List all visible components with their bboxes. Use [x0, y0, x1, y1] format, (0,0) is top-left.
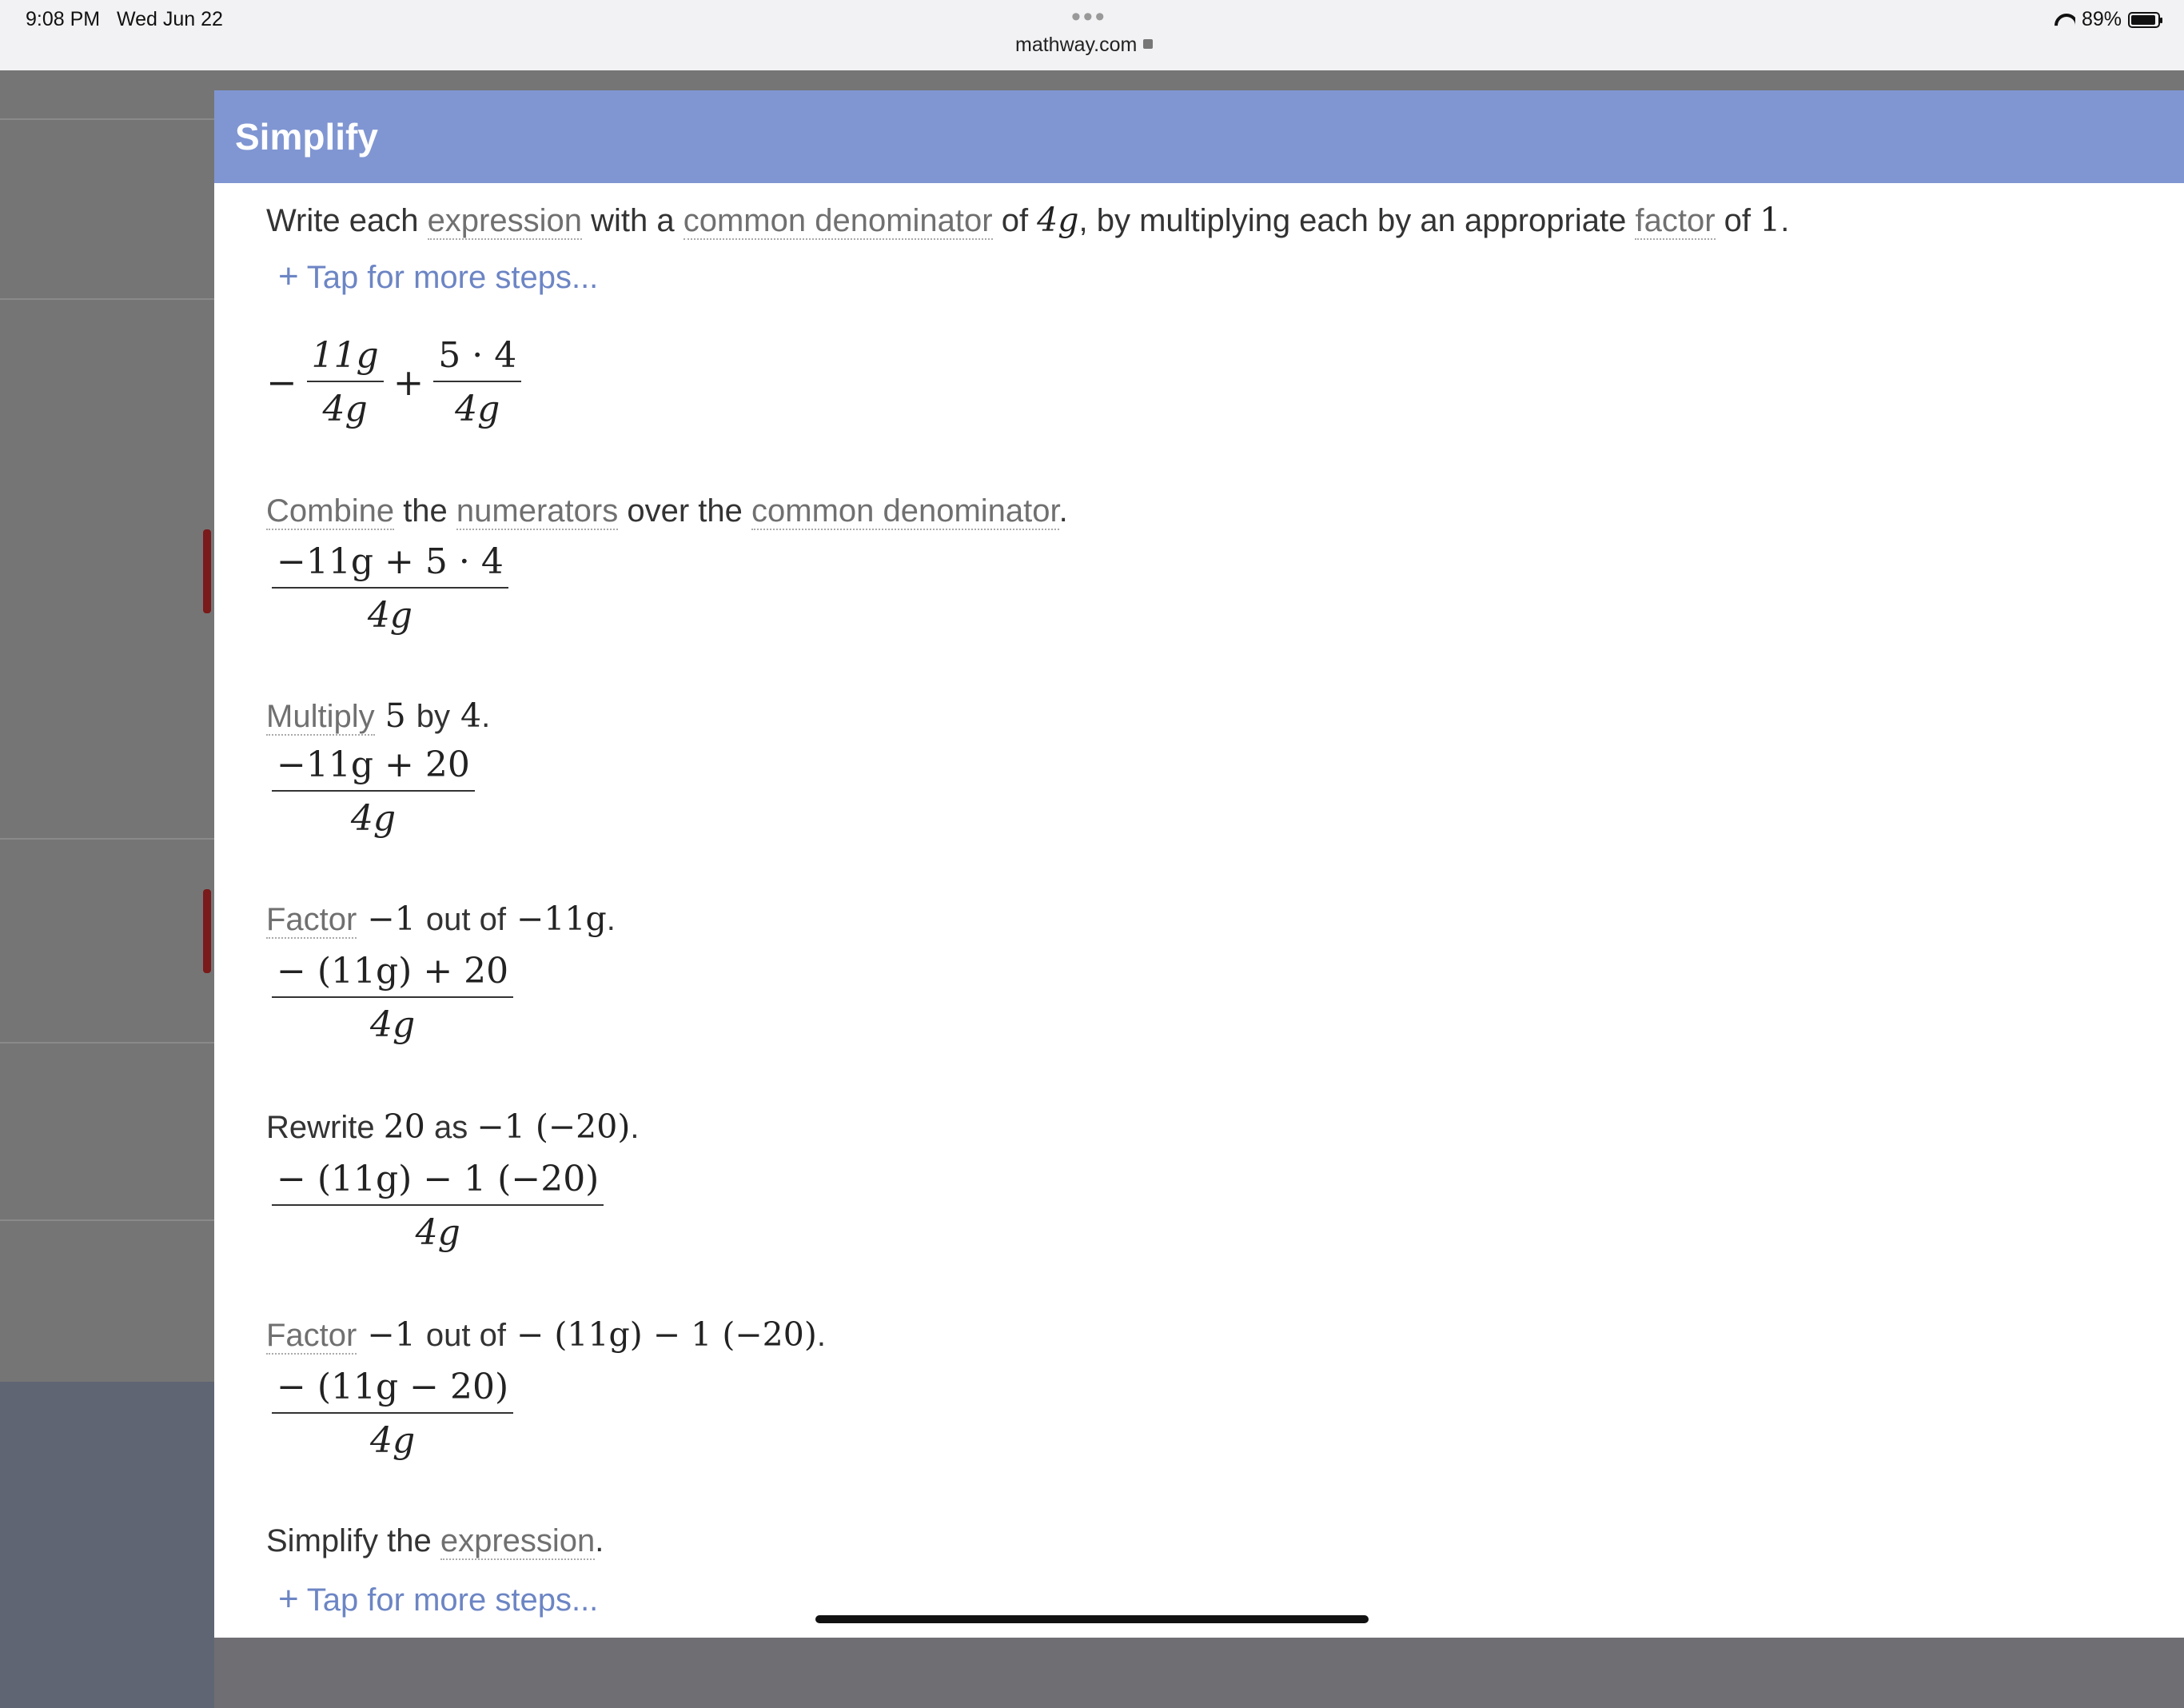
term-link[interactable]: factor	[1635, 203, 1716, 238]
math-inline: −1	[357, 1315, 426, 1354]
term-link[interactable]: Factor	[266, 902, 357, 937]
numerator: −11g + 20	[272, 744, 475, 792]
fraction	[307, 335, 384, 429]
math-inline: 20	[383, 1107, 425, 1146]
fraction	[433, 335, 521, 429]
text: .	[1058, 493, 1068, 529]
text: with a	[582, 203, 683, 238]
battery-icon	[2128, 12, 2160, 28]
math-inline: 4g	[1037, 201, 1079, 239]
divider	[0, 298, 214, 300]
step-description	[266, 201, 1789, 239]
text: by	[416, 699, 450, 734]
math-expression	[272, 1159, 604, 1253]
numerator: − (11g) + 20	[272, 951, 513, 998]
term-link[interactable]: common denominator	[683, 203, 993, 238]
tab-dots-icon[interactable]: •••	[1071, 2, 1107, 32]
text: .	[1780, 203, 1790, 238]
math-inline: −1 (−20)	[476, 1107, 631, 1146]
text: .	[595, 1523, 604, 1558]
fraction	[272, 951, 513, 1045]
plus-sign: +	[393, 361, 424, 404]
term-link[interactable]: numerators	[456, 493, 619, 529]
tap-more-steps-button[interactable]	[278, 1579, 598, 1619]
math-expression	[272, 541, 508, 636]
battery-percent: 89%	[2081, 8, 2122, 30]
divider	[0, 1219, 214, 1221]
denominator: 4g	[455, 389, 500, 429]
fraction	[272, 1159, 604, 1253]
home-indicator[interactable]	[815, 1615, 1369, 1623]
numerator: − (11g) − 1 (−20)	[272, 1159, 604, 1206]
text: .	[606, 902, 616, 937]
text: of	[992, 203, 1038, 238]
status-bar	[0, 0, 2184, 70]
divider	[0, 118, 214, 120]
text: out of	[425, 1318, 506, 1353]
numerator: −11g + 5 · 4	[272, 541, 508, 589]
math-inline: 4	[450, 696, 482, 735]
minus-sign: −	[266, 361, 297, 404]
denominator: 4g	[370, 1004, 416, 1045]
text: .	[816, 1318, 826, 1353]
plus-icon: +	[278, 257, 299, 296]
math-expression	[272, 951, 513, 1045]
solution-modal	[214, 90, 2184, 1638]
text: Write each	[266, 203, 428, 238]
divider	[0, 838, 214, 840]
numerator: 5 · 4	[433, 335, 521, 382]
math-inline: − (11g) − 1 (−20)	[505, 1315, 817, 1354]
text: .	[481, 699, 491, 734]
tap-label: Tap for more steps...	[306, 260, 599, 295]
math-inline: 1	[1760, 201, 1781, 239]
term-link[interactable]: common denominator	[751, 493, 1059, 529]
text: , by multiplying each by an appropriate	[1078, 203, 1636, 238]
fraction	[272, 744, 475, 839]
background-footer	[0, 1382, 214, 1708]
term-link[interactable]: Combine	[266, 493, 395, 529]
term-link[interactable]: Multiply	[266, 699, 375, 734]
step-description	[266, 493, 1068, 529]
fraction	[272, 541, 508, 636]
step-description	[266, 1523, 604, 1559]
denominator: 4g	[322, 389, 368, 429]
status-right	[2053, 8, 2160, 31]
background-badge	[203, 889, 211, 973]
denominator: 4g	[415, 1212, 460, 1253]
modal-title: Simplify	[235, 116, 378, 158]
math-inline: 5	[374, 696, 416, 735]
term-link[interactable]: expression	[427, 203, 582, 238]
step-description	[266, 696, 490, 735]
background-badge	[203, 529, 211, 613]
wifi-icon	[2053, 12, 2075, 28]
modal-header	[214, 90, 2184, 183]
text: Simplify the	[266, 1523, 440, 1558]
numerator: − (11g − 20)	[272, 1367, 513, 1414]
plus-icon: +	[278, 1579, 299, 1618]
text: .	[630, 1110, 640, 1145]
url-bar[interactable]: mathway.com	[1015, 34, 1153, 57]
tap-more-steps-button[interactable]	[278, 257, 598, 297]
denominator: 4g	[350, 798, 397, 839]
text: Rewrite	[266, 1110, 384, 1145]
step-description	[266, 1315, 826, 1354]
math-expression	[266, 335, 521, 429]
text: over the	[618, 493, 751, 529]
text: out of	[425, 902, 506, 937]
math-inline: −11g	[505, 900, 607, 938]
step-description	[266, 1107, 639, 1146]
status-time: 9:08 PM Wed Jun 22	[26, 8, 223, 30]
numerator: 11g	[307, 335, 384, 382]
math-expression	[272, 744, 475, 839]
tap-label: Tap for more steps...	[306, 1582, 599, 1618]
text: as	[424, 1110, 477, 1145]
term-link[interactable]: expression	[440, 1523, 596, 1558]
text: of	[1715, 203, 1760, 238]
fraction	[272, 1367, 513, 1461]
term-link[interactable]: Factor	[266, 1318, 357, 1353]
divider	[0, 1042, 214, 1044]
text: the	[394, 493, 456, 529]
step-description	[266, 900, 616, 938]
denominator: 4g	[370, 1420, 416, 1461]
lock-icon	[1143, 39, 1153, 49]
denominator: 4g	[367, 595, 412, 636]
math-inline: −1	[357, 900, 426, 938]
math-expression	[272, 1367, 513, 1461]
